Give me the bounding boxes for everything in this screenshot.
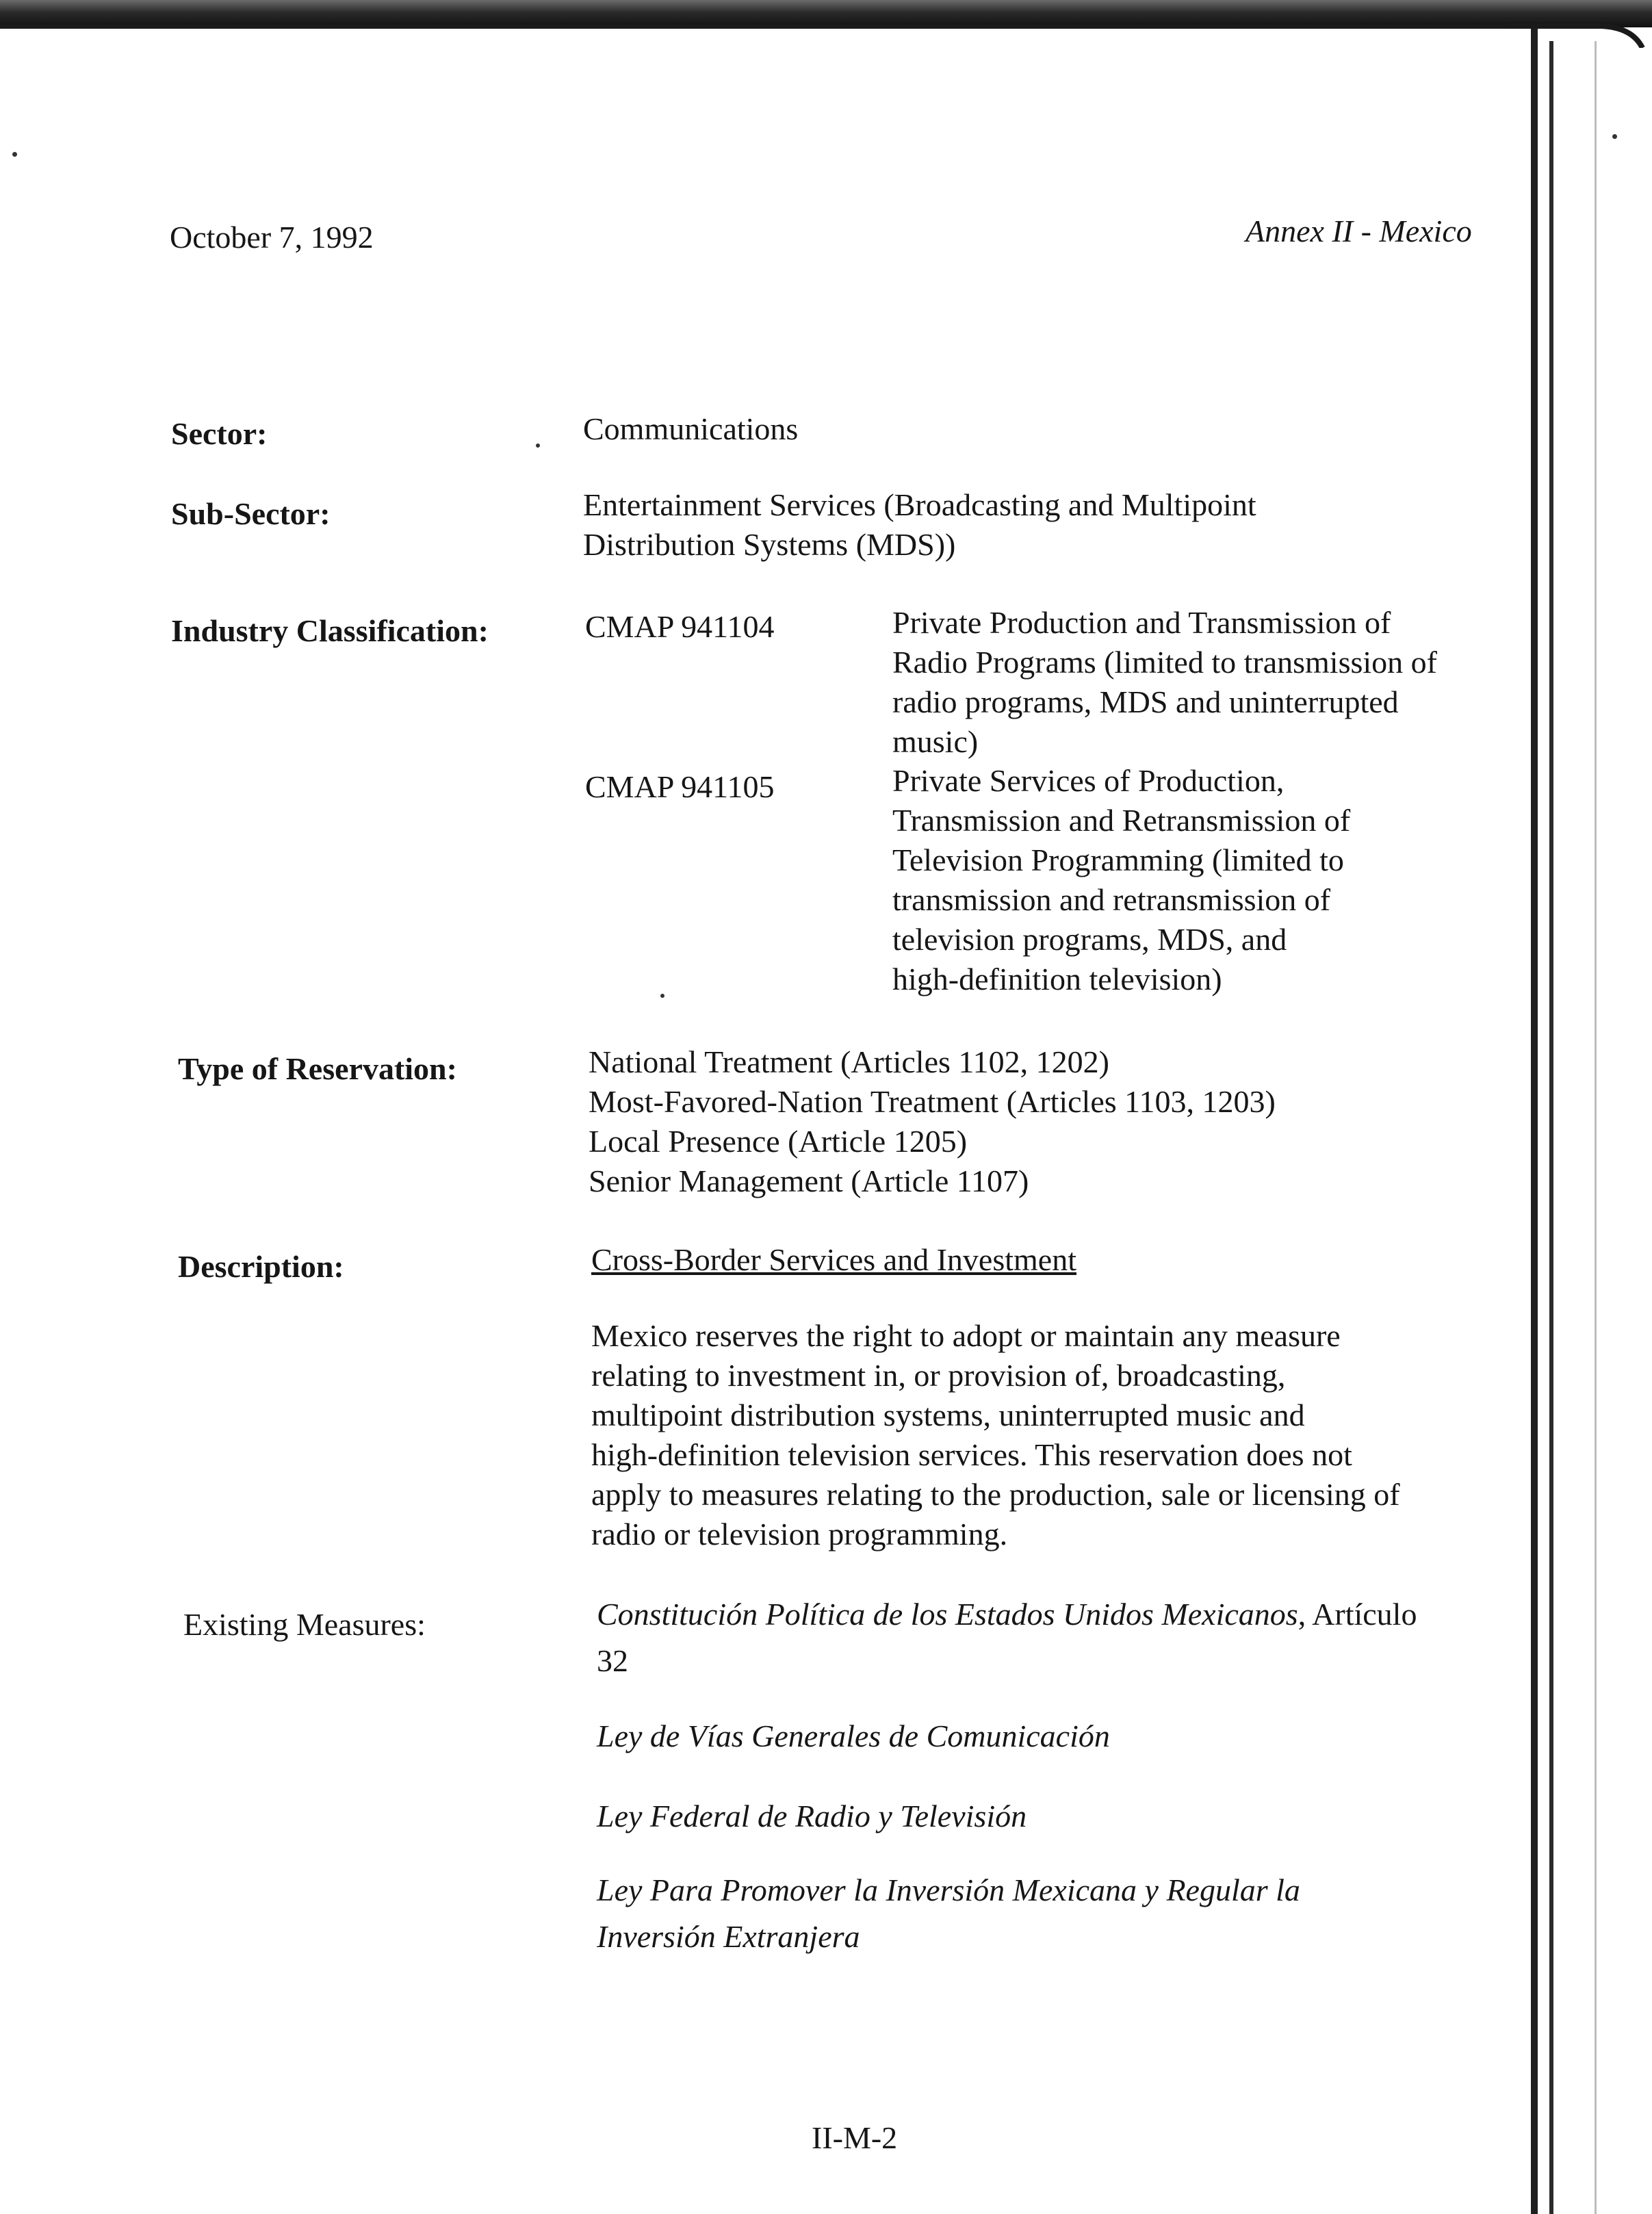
- text-line: television programs, MDS, and: [892, 922, 1287, 957]
- scan-top-edge: [0, 0, 1652, 27]
- description-label: Description:: [178, 1249, 344, 1284]
- reservation-types: [589, 1042, 1276, 1201]
- list-item: Most-Favored-Nation Treatment (Articles 1103, 1203): [589, 1084, 1276, 1119]
- binding-corner-curve: [1506, 0, 1652, 48]
- document-date: October 7, 1992: [170, 220, 374, 255]
- sector-label: Sector:: [171, 416, 268, 451]
- text-line: Entertainment Services (Broadcasting and Multipoint: [583, 487, 1256, 522]
- cmap-description: [892, 603, 1437, 762]
- cmap-description: [892, 761, 1350, 999]
- scan-speck: [12, 152, 17, 157]
- description-paragraph: [591, 1316, 1400, 1554]
- scan-speck: [660, 994, 664, 998]
- text-line: radio programs, MDS and uninterrupted: [892, 684, 1399, 719]
- scan-speck: [1612, 134, 1617, 139]
- sub-sector-value: [583, 485, 1256, 565]
- binding-edge-line: [1549, 41, 1553, 2214]
- text-line: Television Programming (limited to: [892, 842, 1344, 877]
- constitution-suffix: , Artículo: [1298, 1597, 1417, 1632]
- text-line: relating to investment in, or provision of, broadcasting,: [591, 1358, 1286, 1393]
- law-title-continued: Inversión Extranjera: [597, 1919, 860, 1954]
- text-line: high-definition television): [892, 962, 1222, 996]
- text-line: radio or television programming.: [591, 1517, 1008, 1552]
- text-line: Transmission and Retransmission of: [892, 803, 1351, 838]
- description-heading: Cross-Border Services and Investment: [591, 1242, 1077, 1277]
- binding-edge-line: [1531, 27, 1538, 2214]
- annex-title: Annex II - Mexico: [1246, 214, 1472, 248]
- type-of-reservation-label: Type of Reservation:: [178, 1051, 457, 1086]
- text-line: apply to measures relating to the production, sale or licensing of: [591, 1477, 1400, 1512]
- page-number: II-M-2: [812, 2120, 898, 2155]
- text-line: music): [892, 724, 979, 759]
- constitution-reference: [597, 1595, 1417, 1634]
- industry-classification-label: Industry Classification:: [171, 613, 489, 648]
- list-item: National Treatment (Articles 1102, 1202): [589, 1044, 1109, 1079]
- text-line: Distribution Systems (MDS)): [583, 527, 956, 562]
- law-title: Ley Federal de Radio y Televisión: [597, 1799, 1027, 1833]
- text-line: Private Services of Production,: [892, 763, 1285, 798]
- constitution-title: Constitución Política de los Estados Unidos Mexicanos: [597, 1597, 1298, 1632]
- scan-top-streak: [0, 25, 1540, 29]
- sub-sector-label: Sub-Sector:: [171, 496, 331, 531]
- list-item: Local Presence (Article 1205): [589, 1124, 968, 1159]
- list-item: Senior Management (Article 1107): [589, 1163, 1029, 1198]
- text-line: Private Production and Transmission of: [892, 605, 1391, 640]
- cmap-code: CMAP 941105: [585, 769, 775, 804]
- text-line: transmission and retransmission of: [892, 882, 1331, 917]
- cmap-code: CMAP 941104: [585, 609, 775, 644]
- law-title: Ley Para Promover la Inversión Mexicana y Regular la: [597, 1872, 1300, 1907]
- binding-edge-line: [1595, 41, 1597, 2214]
- text-line: high-definition television services. This reservation does not: [591, 1437, 1352, 1472]
- law-title: Ley de Vías Generales de Comunicación: [597, 1719, 1110, 1753]
- text-line: Mexico reserves the right to adopt or maintain any measure: [591, 1318, 1341, 1353]
- constitution-article: 32: [597, 1643, 628, 1678]
- scan-speck: [536, 443, 540, 448]
- text-line: Radio Programs (limited to transmission of: [892, 645, 1437, 680]
- sector-value: Communications: [583, 411, 799, 446]
- text-line: multipoint distribution systems, uninterrupted music and: [591, 1398, 1305, 1432]
- existing-measures-label: Existing Measures:: [183, 1607, 426, 1642]
